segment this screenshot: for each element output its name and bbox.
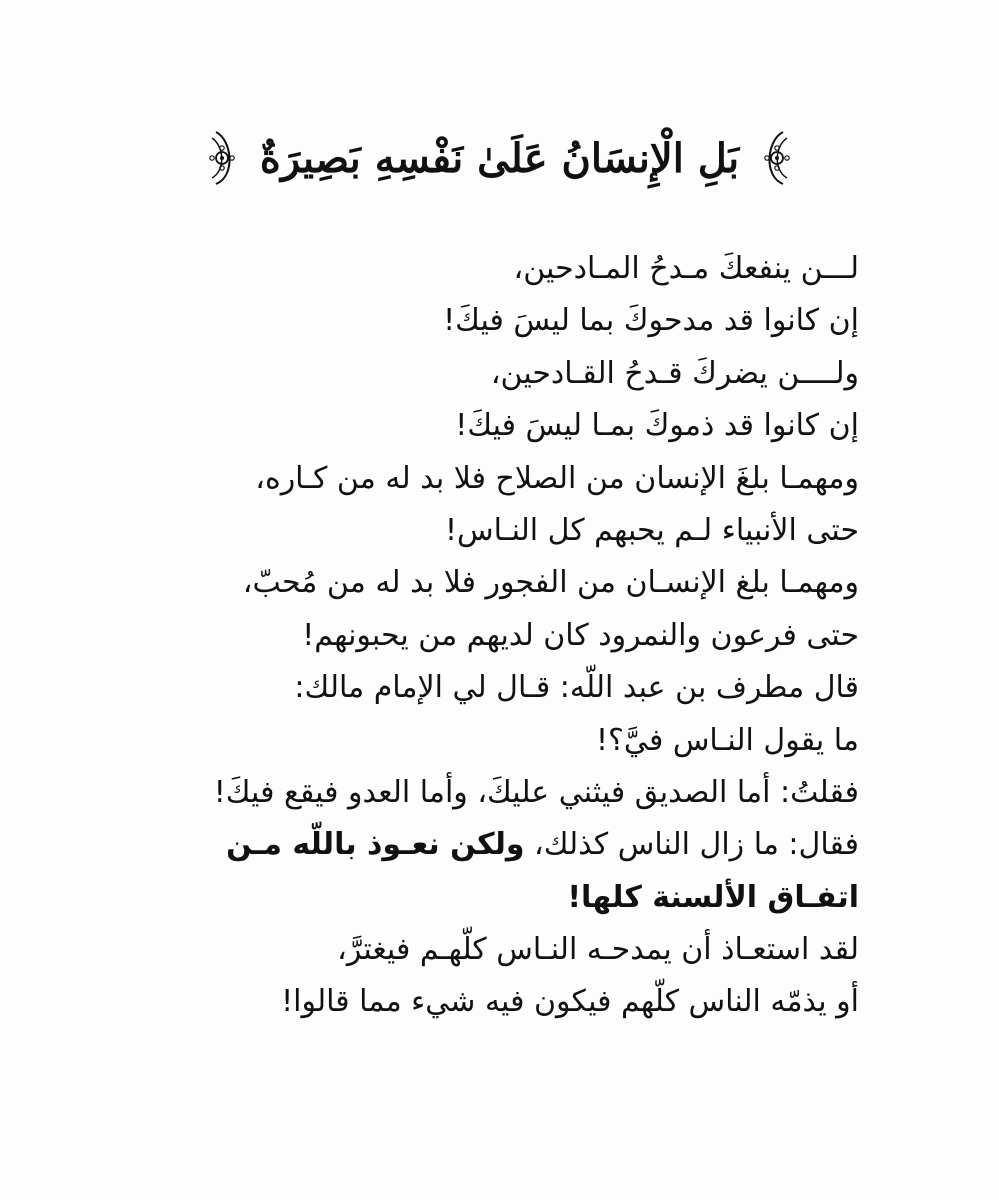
line-text: لـــن ينفعكَ مـدحُ المـادحين،: [513, 251, 859, 286]
text-line: [129, 819, 859, 871]
text-line: [129, 295, 859, 347]
text-line: [129, 557, 859, 609]
line-bold-text: ولكن نعـوذ باللّه مـن: [226, 827, 525, 863]
right-ornament-icon: [753, 128, 799, 188]
body-text: [129, 243, 859, 1029]
line-bold-text: اتفـاق الألسنة كلها!: [567, 879, 859, 915]
text-line: [129, 243, 859, 295]
page-title: بَلِ الْإِنسَانُ عَلَىٰ نَفْسِهِ بَصِيرَةٌ: [259, 134, 740, 182]
line-text: حتى فرعون والنمرود كان لديهم من يحبونهم!: [302, 617, 859, 653]
line-text: قال مطرف بن عبد اللّه: قـال لي الإمام مالك:: [294, 670, 859, 706]
text-line: [129, 662, 859, 714]
text-line: [129, 610, 859, 662]
left-ornament-icon: [200, 128, 246, 188]
text-line: [129, 505, 859, 557]
text-line: [129, 715, 859, 767]
text-line: [129, 924, 859, 976]
line-text: حتى الأنبياء لـم يحبهم كل النـاس!: [445, 512, 859, 548]
text-line: [129, 767, 859, 819]
line-text: فقلتُ: أما الصديق فيثني عليكَ، وأما العدو فيقع فيكَ!: [213, 774, 859, 810]
text-line: [129, 348, 859, 400]
title-row: [0, 118, 999, 198]
line-text: لقد استعـاذ أن يمدحـه النـاس كلّهـم فيغترَّ،: [337, 932, 859, 968]
text-line: [129, 872, 859, 924]
line-text: ومهمـا بلغ الإنسـان من الفجور فلا بد له من مُحبّ،: [242, 565, 859, 601]
line-text: إن كانوا قد ذموكَ بمـا ليسَ فيكَ!: [455, 408, 859, 444]
line-text: إن كانوا قد مدحوكَ بما ليسَ فيكَ!: [443, 303, 859, 339]
text-line: [129, 976, 859, 1028]
text-line: [129, 400, 859, 452]
line-text: ما يقول النـاس فيَّ؟!: [595, 722, 859, 758]
line-text: أو يذمّه الناس كلّهم فيكون فيه شيء مما قالوا!: [281, 984, 859, 1020]
line-text: ولــــن يضركَ قـدحُ القـادحين،: [490, 355, 859, 391]
line-text: فقال: ما زال الناس كذلك،: [524, 827, 859, 863]
line-text: ومهمـا بلغَ الإنسان من الصلاح فلا بد له من كـاره،: [255, 460, 859, 496]
text-line: [129, 453, 859, 505]
